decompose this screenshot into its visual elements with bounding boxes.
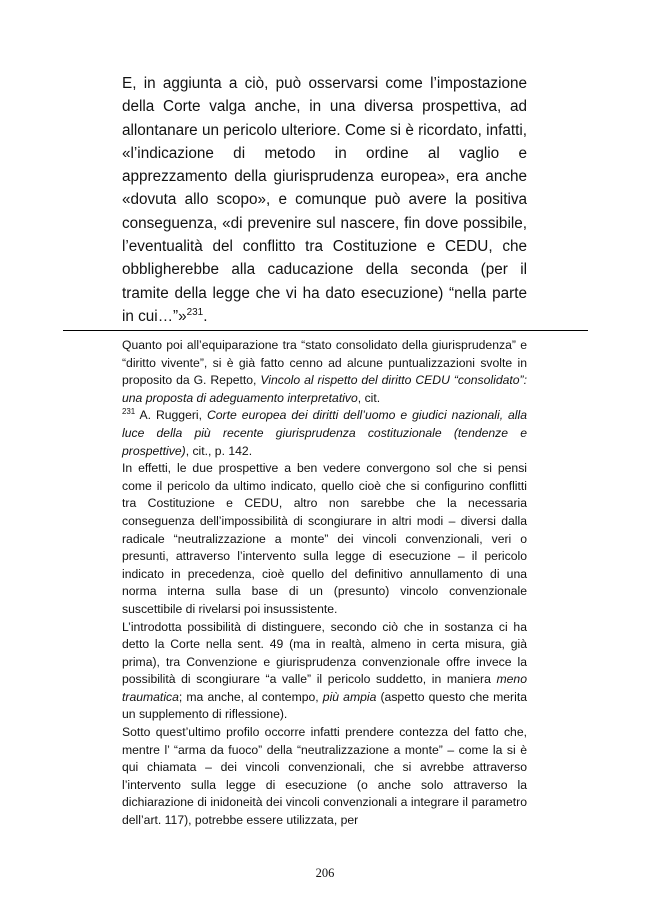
body-paragraph — [122, 72, 527, 328]
body-paragraph-text: E, in aggiunta a ciò, può osservarsi come l’impostazione della Corte valga anche, in una diversa prospettiva, ad allontanare un pericolo ulteriore. Come si è ricordato, infatti, «l’indicazione di metodo in ordine al vaglio e apprezzamento della giurisprudenza europea», era anche «dovuta allo scopo», e comunque può avere la positiva conseguenza, «di prevenire sul nascere, fin dove possibile, l’eventualità del conflitto tra Costituzione e CEDU, che obbligherebbe alla caducazione della seconda (per il tramite della legge che vi ha dato esecuzione) “nella parte in cui…”» — [122, 75, 527, 325]
footnote-230-text: Quanto poi all’equiparazione tra “stato consolidato della giurisprudenza” e “diritto vivente”, si è già fatto cenno ad alcune puntualizzazioni svolte in proposito da G. Repetto, — [122, 338, 527, 388]
footnote-230-title: Vincolo al rispetto del diritto CEDU “consolidato”: una proposta di adeguamento interpretativo — [122, 373, 527, 405]
footnote-231-author: A. Ruggeri, — [135, 408, 207, 423]
footnote-231-p3-text: L’introdotta possibilità di distinguere, secondo ciò che in sostanza ci ha detto la Corte nella sent. 49 (ma in realtà, almeno in certa misura, già prima), tra Convenzione e giurisprudenza convenzionale offre invece la possibilità di scongiurare “a valle” il pericolo suddetto, in maniera — [122, 619, 527, 687]
footnote-231-p3-emphasis-1: meno traumatica — [122, 672, 527, 704]
footnote-231-paragraph-2: In effetti, le due prospettive a ben vedere convergono sol che si pensi come il pericolo da ultimo indicato, quello cioè che si configurino conflitti tra Costituzione e CEDU, altro non sarebbe che la necessaria conseguenza dell’impossibilità di scongiurare in altri modi – diversi dalla radicale “neutralizzazione a monte” dei vincoli convenzionali, veri o presunti, attraverso l’intervento sulla legge di esecuzione – il pericolo indicato in precedenza, cioè quello del definitivo annullamento di una norma interna sulla base di un (presunto) vincolo convenzionale suscettibile di rivelarsi poi insussistente. — [122, 461, 527, 616]
footnote-reference-231: 231 — [186, 306, 204, 318]
footnote-231-paragraph-3 — [122, 619, 527, 725]
page-number: 206 — [315, 866, 335, 880]
footnote-231-end: , cit., p. 142. — [185, 443, 253, 458]
footnote-231-p3-mid: ; ma anche, al contempo, — [178, 689, 323, 704]
footnote-231-title: Corte europea dei diritti dell’uomo e giudici nazionali, alla luce della più recente giurisprudenza costituzionale (tendenze e prospettive) — [122, 408, 527, 458]
footnote-231-p3-emphasis-2: più ampia — [322, 689, 377, 704]
footnote-231-number: 231 — [122, 407, 136, 417]
body-paragraph-end: . — [203, 307, 208, 325]
footnote-231-p3-end: (aspetto questo che merita un supplemento di riflessione). — [122, 689, 527, 722]
footnote-230-end: , cit. — [357, 390, 381, 405]
footnote-231 — [122, 407, 527, 460]
footnote-230-continuation — [122, 337, 527, 407]
footnotes-section — [122, 337, 527, 830]
footnote-separator-line — [63, 330, 588, 331]
footnote-231-paragraph-4: Sotto quest’ultimo profilo occorre infatti prendere contezza del fatto che, mentre l’ “arma da fuoco” della “neutralizzazione a monte” – come la si è qui chiamata – dei vincoli convenzionali, che si avrebbe attraverso l’intervento sulla legge di esecuzione (o anche solo attraverso la dichiarazione di inidoneità dei vincoli convenzionali a integrare il parametro dell’art. 117), potrebbe essere utilizzata, per — [122, 725, 527, 828]
